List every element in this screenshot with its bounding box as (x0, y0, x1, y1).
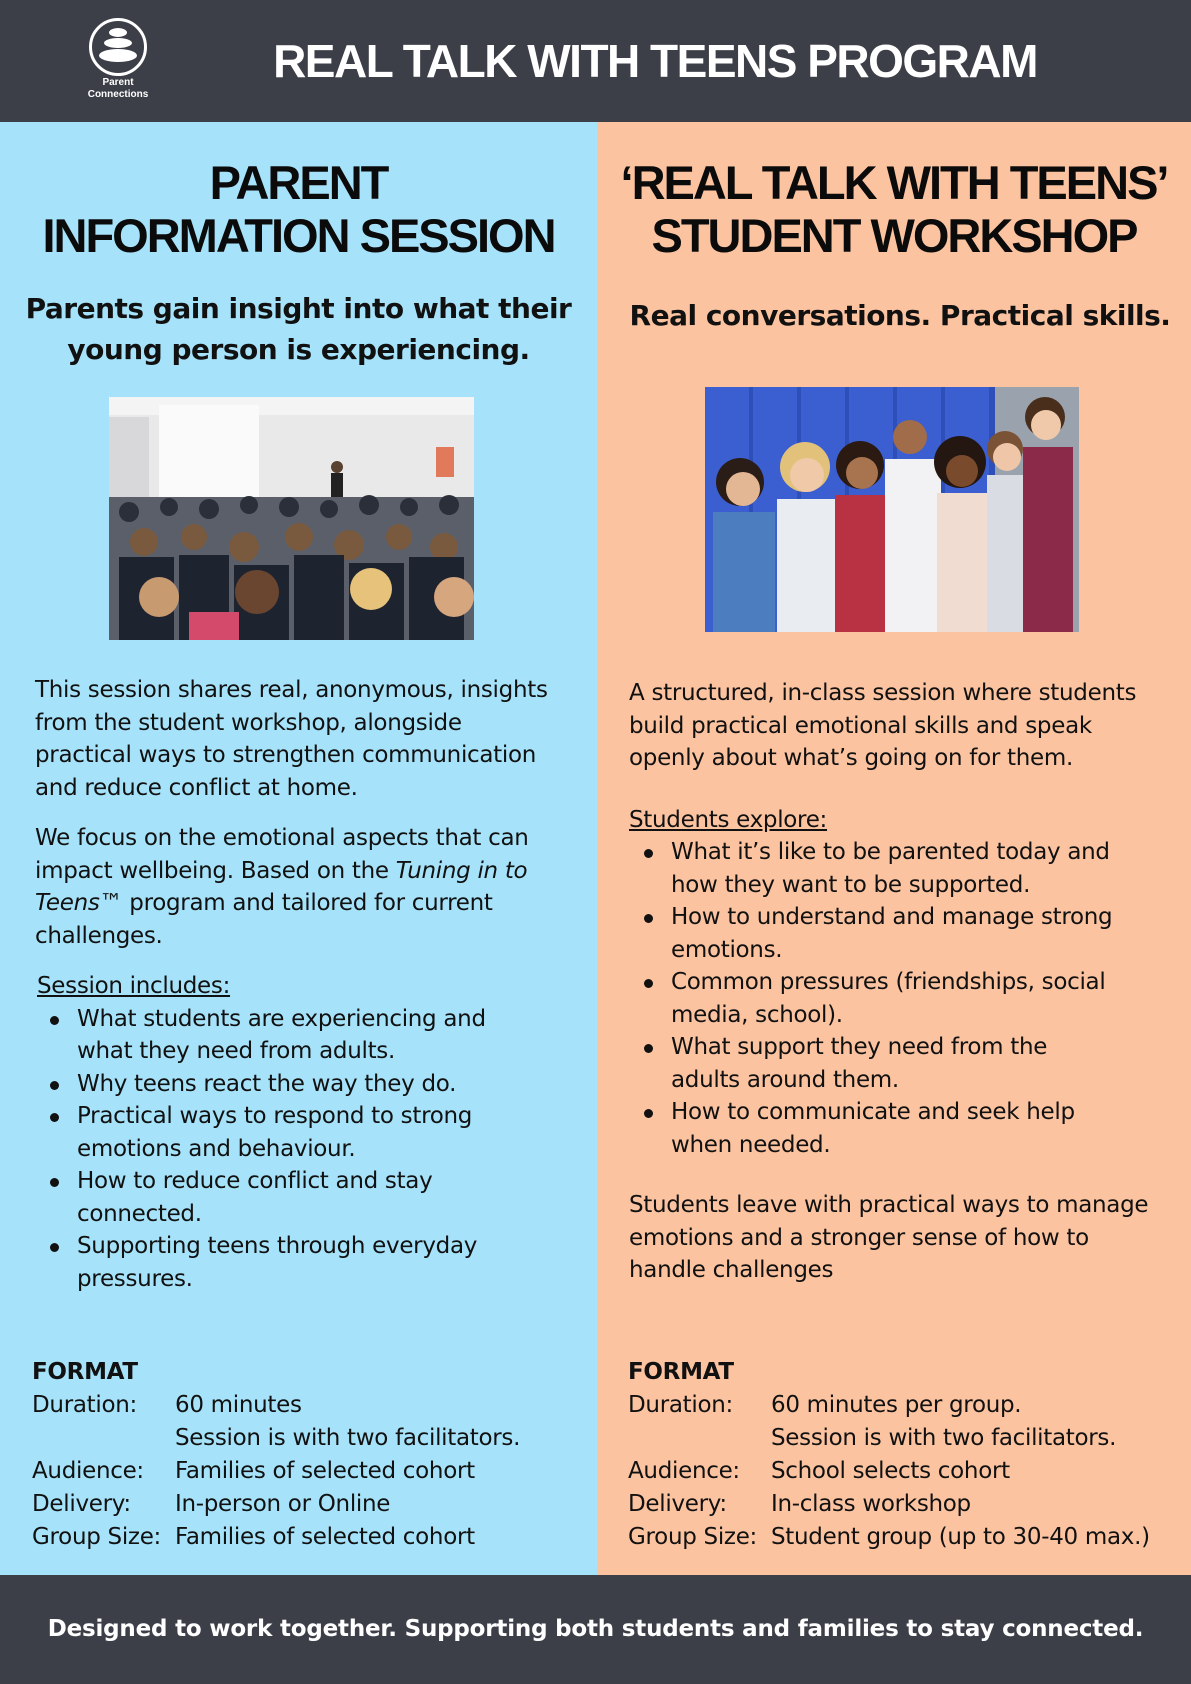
format-heading: FORMAT (628, 1359, 734, 1385)
format-label: Audience: (32, 1458, 144, 1484)
format-duration-row (32, 1389, 577, 1422)
format-label: Group Size: (628, 1524, 757, 1550)
session-includes-heading: Session includes: (37, 973, 231, 999)
student-workshop-body (629, 677, 1169, 1287)
presentation-audience-photo (109, 397, 474, 640)
format-value: Session is with two facilitators. (175, 1425, 521, 1451)
parent-session-subtitle-line2: young person is experiencing. (67, 333, 530, 366)
list-item: How to communicate and seek help when needed. (629, 1096, 1114, 1161)
page-footer (0, 1575, 1191, 1684)
page-header (0, 0, 1191, 122)
format-label: Delivery: (628, 1491, 727, 1517)
parent-session-body (35, 674, 565, 1295)
student-workshop-format (628, 1356, 1183, 1554)
parent-connections-logo (84, 18, 152, 98)
format-duration-note-row (628, 1422, 1183, 1455)
format-value: In-person or Online (175, 1491, 391, 1517)
parent-session-paragraph-2 (35, 822, 565, 952)
format-value: Session is with two facilitators. (771, 1425, 1117, 1451)
format-value: Families of selected cohort (175, 1524, 475, 1550)
list-item: What support they need from the adults around them. (629, 1031, 1114, 1096)
student-workshop-paragraph-1: A structured, in-class session where students build practical emotional skills and speak openly about what’s going on for them. (629, 680, 1137, 771)
parent-session-title (0, 156, 597, 262)
student-workshop-title-line1: ‘REAL TALK WITH TEENS’ (620, 156, 1168, 209)
parent-session-format (32, 1356, 577, 1554)
student-workshop-column (597, 122, 1191, 1575)
format-value: 60 minutes per group. (771, 1392, 1022, 1418)
format-group-size-row (32, 1521, 577, 1554)
format-group-size-row (628, 1521, 1183, 1554)
students-explore-list (629, 836, 1114, 1161)
tuning-in-to-teens-title: Tuning in to Teens (35, 857, 528, 916)
format-value: 60 minutes (175, 1392, 302, 1418)
format-duration-row (628, 1389, 1183, 1422)
parent-session-title-line1: PARENT (209, 156, 388, 209)
list-item: Common pressures (friendships, social media, school). (629, 966, 1114, 1031)
paragraph-2-text-a: We focus on the emotional aspects that can impact wellbeing. Based on the (35, 825, 529, 884)
footer-tagline: Designed to work together. Supporting both students and families to stay connected. (47, 1616, 1144, 1642)
list-item: How to reduce conflict and stay connected. (35, 1165, 505, 1230)
parent-session-subtitle (0, 288, 597, 370)
student-workshop-paragraph-2: Students leave with practical ways to manage emotions and a stronger sense of how to handle challenges (629, 1192, 1149, 1283)
list-item: Practical ways to respond to strong emotions and behaviour. (35, 1100, 505, 1165)
student-workshop-subtitle: Real conversations. Practical skills. (629, 299, 1171, 332)
format-value: Student group (up to 30-40 max.) (771, 1524, 1150, 1550)
format-delivery-row (32, 1488, 577, 1521)
format-value: In-class workshop (771, 1491, 971, 1517)
teens-group-photo (705, 387, 1079, 632)
page-title: REAL TALK WITH TEENS PROGRAM (273, 35, 1037, 87)
logo-text-line2: Connections (87, 89, 149, 100)
parent-session-title-line2: INFORMATION SESSION (42, 209, 555, 262)
parent-session-column (0, 122, 597, 1575)
format-label: Delivery: (32, 1491, 131, 1517)
format-label: Duration: (628, 1392, 733, 1418)
list-item: How to understand and manage strong emotions. (629, 901, 1114, 966)
session-includes-list (35, 1003, 505, 1296)
list-item: Why teens react the way they do. (35, 1068, 505, 1101)
student-workshop-title (597, 156, 1191, 262)
list-item: What students are experiencing and what they need from adults. (35, 1003, 505, 1068)
format-duration-note-row (32, 1422, 577, 1455)
paragraph-2-text-b: ™ program and tailored for current challenges. (35, 890, 493, 949)
list-item: Supporting teens through everyday pressures. (35, 1230, 505, 1295)
list-item: What it’s like to be parented today and how they want to be supported. (629, 836, 1114, 901)
format-delivery-row (628, 1488, 1183, 1521)
format-heading: FORMAT (32, 1359, 138, 1385)
parent-session-paragraph-1: This session shares real, anonymous, insights from the student workshop, alongside practical ways to strengthen communication and reduce conflict at home. (35, 677, 548, 801)
format-label: Duration: (32, 1392, 137, 1418)
format-value: School selects cohort (771, 1458, 1010, 1484)
format-audience-row (628, 1455, 1183, 1488)
stacked-stones-icon (89, 18, 147, 76)
parent-session-subtitle-line1: Parents gain insight into what their (25, 292, 572, 325)
logo-text-line1: Parent (102, 77, 134, 88)
student-workshop-title-line2: STUDENT WORKSHOP (651, 209, 1137, 262)
format-audience-row (32, 1455, 577, 1488)
students-explore-heading: Students explore: (629, 806, 828, 833)
format-value: Families of selected cohort (175, 1458, 475, 1484)
format-label: Group Size: (32, 1524, 161, 1550)
format-label: Audience: (628, 1458, 740, 1484)
